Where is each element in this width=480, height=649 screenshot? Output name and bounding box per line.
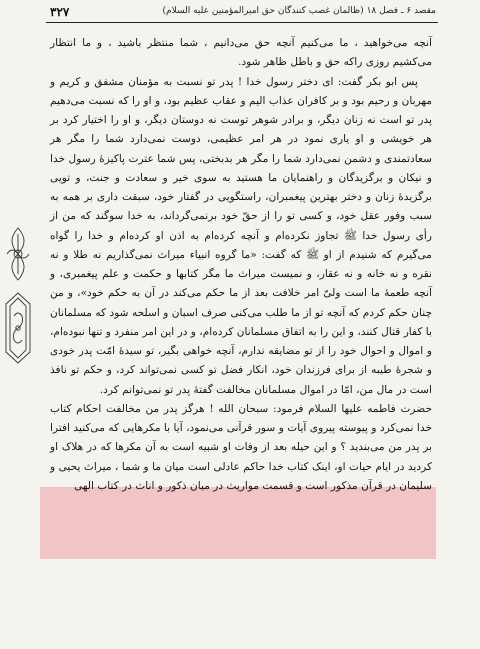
margin-ornament-icon: [3, 226, 33, 282]
highlighted-passage: [40, 487, 436, 559]
page-number: ۳۲۷: [50, 5, 70, 19]
page-header: [46, 4, 438, 23]
body-text: [50, 34, 432, 496]
paragraph-continued: آنچه می‌خواهید ، ما می‌کنیم آنچه حق می‌دانیم ، شما منتظر باشید ، و ما انتظار می‌کشیم روزی راکه حق و باطل ظاهر شود.: [50, 37, 432, 69]
paragraph-fatimah: حضرت فاطمه علیها السلام فرمود: سبحان الله ! هرگز پدر من مخالفت احکام کتاب خدا نمی‌کرد و پیوسته پیروی آیات و سور قرآنی می‌نمود، آیا با مکرهایی که می‌کنید افترا بر پدر من می‌بندید ؟ و این حیله بعد از وفات او شبیه است به آن مکرها که در هلاک او کردید در ایام حیات او، اینک کتاب خدا حاکم عادلی است میان ما و شما ، میراث یحیی و سلیمان در قرآن مذکور است و قسمت مواریث در میان ذکور و اناث در کتاب الهی: [50, 402, 432, 492]
paragraph-abu-bakr: پس ابو بکر گفت: ای دختر رسول خدا ! پدر تو نسبت به مؤمنان مشفق و کریم و مهربان و رحیم بود و بر کافران عذاب الیم و عقاب عظیم بود، و او را که نسبت می‌دهیم پدر تو است نه زنان دیگر، و برادر شوهر توست نه دوستان دیگر، و او را اختیار کرد بر هر خویشی و او یاری نمود در هر امر عظیمی، دوست نمی‌دارد شما را مگر هر سعادتمندی و دشمن نمی‌دارد شما را مگر هر بدبختی، پس شما عترت پاکیزۀ رسول خدا و نیکان و برگزیدگان و راهنمایان ما هستید به سوی خیر و سعادت و جنت، و تویی برگزیدۀ زنان و دختر بهترین پیغمبران، راستگویی در گفتار خود، سبقت داری بر همه به سبب وفور عقل خود، و کسی تو را از حقّ خود برنمی‌گرداند، به خدا سوگند که من از رأی رسول خدا ﷺ تجاوز نکرده‌ام و آنچه کرده‌ام به اذن او کرده‌ام و خدا را گواه می‌گیرم که شنیدم از او ﷺ که گفت: «ما گروه انبیاء میراث نمی‌گذاریم نه طلا و نه نقره و نه خانه و نه عقار، و نمیست میراث ما مگر کتابها و حکمت و علم پیغمبری، و آنچه طعمۀ ما است ولیّ امر خلافت بعد از ما حکم می‌کند در آن به حکم خود»، و من چنان حکم کردم که آنچه تو از ما طلب می‌کنی صرف اسبان و اسلحه شود که مسلمانان با کفار قتال کنند، و این را به اتفاق مسلمانان کرده‌ام، و در این امر منفرد و تنها نبوده‌ام، و اموال و احوال خود را از تو مضایقه ندارم، آنچه خواهی بگیر، تو سیدۀ امّت پدر خودی و شجرۀ طیبه از برای فرزندان خود، انکار فضل تو کسی نمی‌تواند کرد، و حکم تو نافذ است در مال من، امّا در اموال مسلمانان مخالفت گفتۀ پدر تو نمی‌توانم کرد.: [50, 75, 432, 396]
margin-medallion-icon: [3, 292, 33, 364]
running-head: مقصد ۶ ـ فصل ۱۸ (ظالمان غصب کنندگان حق امیرالمؤمنین علیه السلام): [162, 6, 436, 16]
